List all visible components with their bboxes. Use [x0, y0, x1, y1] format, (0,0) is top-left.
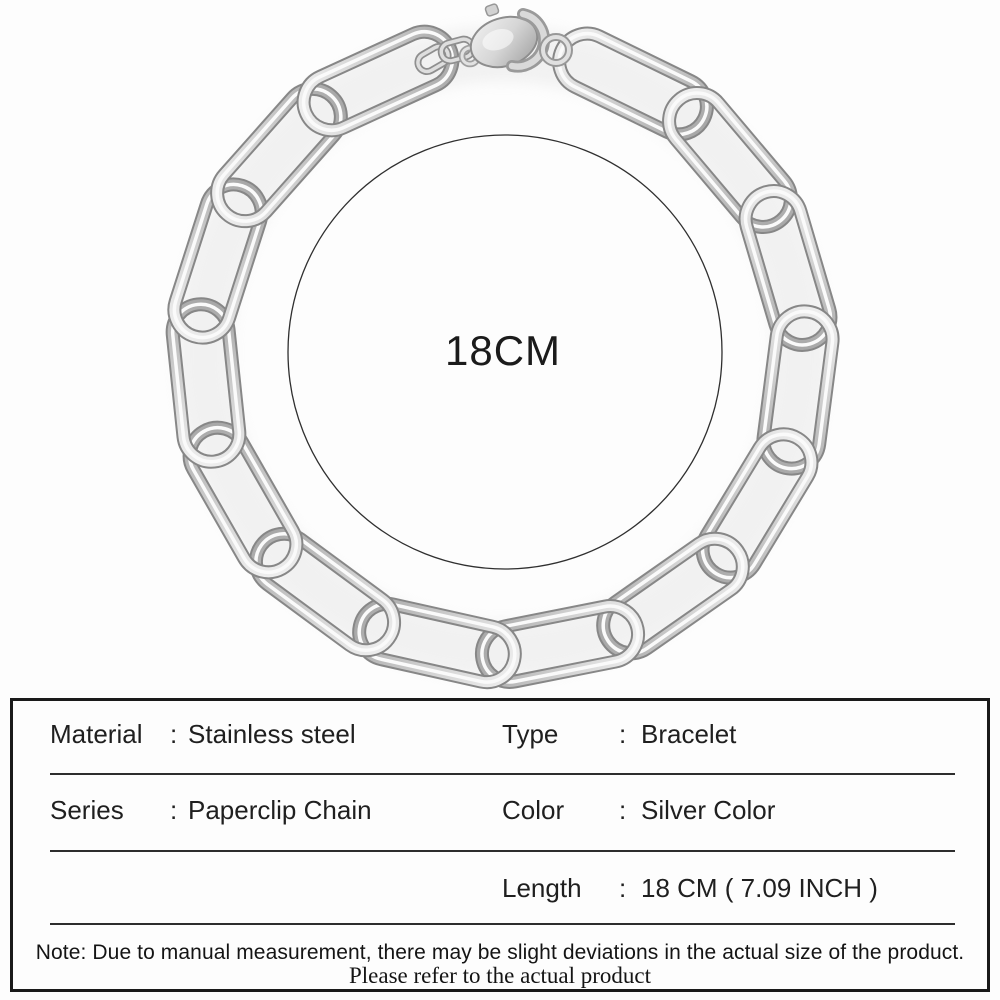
spec-label: Type [502, 719, 559, 749]
spec-colon: : [619, 719, 627, 749]
spec-label: Series [50, 795, 124, 825]
spec-colon: : [619, 795, 627, 825]
spec-label: Color [502, 795, 565, 825]
row-separator [50, 850, 955, 852]
spec-row-length [13, 873, 987, 903]
spec-label: Length [502, 873, 582, 903]
spec-colon: : [170, 719, 178, 749]
size-label: 18CM [444, 327, 562, 374]
spec-row-series-color [13, 795, 987, 825]
spec-label: Material [50, 719, 143, 749]
spec-value: Paperclip Chain [188, 795, 372, 825]
spec-value: 18 CM ( 7.09 INCH ) [641, 873, 878, 903]
spec-table [10, 698, 990, 992]
spec-colon: : [619, 873, 627, 903]
spec-row-material-type [13, 719, 987, 749]
spec-value: Bracelet [641, 719, 737, 749]
spec-value: Stainless steel [188, 719, 356, 749]
spec-colon: : [170, 795, 178, 825]
spec-value: Silver Color [641, 795, 776, 825]
row-separator [50, 923, 955, 925]
row-separator [50, 773, 955, 775]
note-line-1: Note: Due to manual measurement, there may be slight deviations in the actual size of the product. [35, 941, 965, 964]
note-line-2: Please refer to the actual product [348, 963, 652, 988]
